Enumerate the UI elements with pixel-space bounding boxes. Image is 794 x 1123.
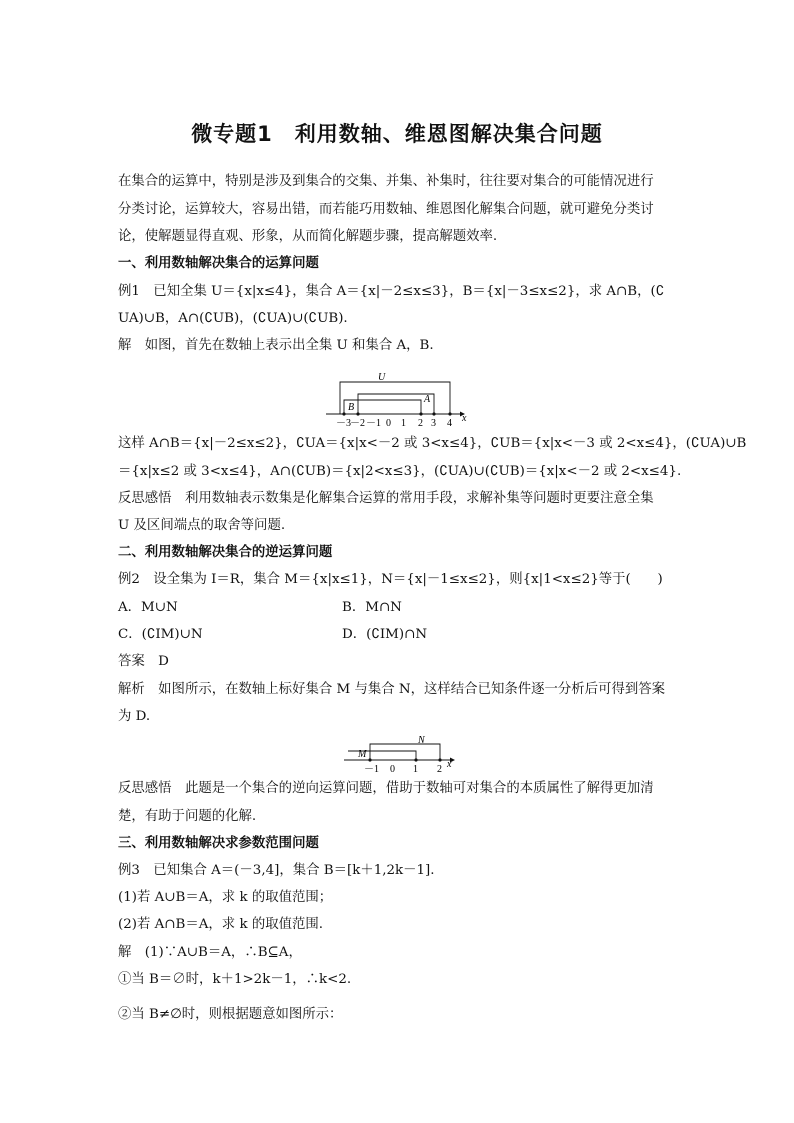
intro-line-3: 论，使解题显得直观、形象，从而简化解题步骤，提高解题效率.: [118, 229, 498, 244]
tick-label: 3: [431, 418, 436, 428]
number-line-figure-2: [340, 733, 460, 775]
option-a: A．M∪N: [118, 600, 178, 615]
analysis-line-2: 为 D.: [118, 709, 151, 724]
example-3-part-1: (1)若 A∪B＝A，求 k 的取值范围；: [118, 890, 333, 905]
solution-1-line: 解 如图，首先在数轴上表示出全集 U 和集合 A，B.: [118, 338, 434, 353]
section-heading-3: 三、利用数轴解决求参数范围问题: [118, 836, 319, 851]
tick-label: 0: [386, 418, 391, 428]
set-b-label: B: [348, 402, 355, 413]
set-a-label: A: [424, 394, 431, 405]
section-heading-2: 二、利用数轴解决集合的逆运算问题: [118, 545, 333, 560]
intro-line-2: 分类讨论，运算较大，容易出错，而若能巧用数轴、维恩图化解集合问题，就可避免分类讨: [118, 202, 654, 217]
set-n-label: N: [418, 735, 425, 746]
example-1-line-2: UA)∪B，A∩(∁UB)，(∁UA)∪(∁UB).: [118, 311, 348, 326]
option-c: C．(∁IM)∪N: [118, 627, 203, 642]
set-u-label: U: [378, 372, 386, 383]
tick-label: 2: [437, 764, 442, 775]
example-3-part-2: (2)若 A∩B＝A，求 k 的取值范围.: [118, 917, 324, 932]
solution-3-line-1: 解 (1)∵A∪B＝A，∴B⊆A，: [118, 945, 302, 960]
solution-1-result-line-1: 这样 A∩B＝{x|－2≤x≤2}，∁UA＝{x|x<－2 或 3<x≤4}，∁UB＝{x|x<－3 或 2<x≤4}，(∁UA)∪B: [118, 436, 747, 451]
axis-variable-label: x: [462, 413, 467, 424]
reflection-1-line-1: 反思感悟 利用数轴表示数集是化解集合运算的常用手段，求解补集等问题时更要注意全集: [118, 491, 654, 506]
analysis-line-1: 解析 如图所示，在数轴上标好集合 M 与集合 N，这样结合已知条件逐一分析后可得到答案: [118, 682, 666, 697]
set-m-label: M: [358, 749, 367, 760]
solution-1-result-line-2: ＝{x|x≤2 或 3<x≤4}，A∩(∁UB)＝{x|2<x≤3}，(∁UA)∪(∁UB)＝{x|x<－2 或 2<x≤4}.: [118, 464, 682, 479]
solution-3-line-2: ①当 B＝∅时，k＋1>2k－1，∴k<2.: [118, 972, 352, 987]
tick-label: －3: [336, 418, 351, 428]
page-title: 微专题1 利用数轴、维恩图解决集合问题: [191, 122, 603, 146]
answer-line: 答案 D: [118, 654, 169, 669]
option-b: B．M∩N: [342, 600, 402, 615]
number-line-figure-1: [322, 370, 472, 428]
tick-label: 4: [447, 418, 452, 428]
reflection-2-line-2: 楚，有助于问题的化解.: [118, 809, 257, 824]
section-heading-1: 一、利用数轴解决集合的运算问题: [118, 256, 319, 271]
reflection-2-line-1: 反思感悟 此题是一个集合的逆向运算问题，借助于数轴可对集合的本质属性了解得更加清: [118, 781, 654, 796]
tick-label: 2: [418, 418, 423, 428]
tick-label: 1: [401, 418, 406, 428]
reflection-1-line-2: U 及区间端点的取舍等问题.: [118, 518, 286, 533]
option-d: D．(∁IM)∩N: [342, 627, 428, 642]
example-2-line: 例2 设全集为 I＝R，集合 M＝{x|x≤1}，N＝{x|－1≤x≤2}，则{x|1<x≤2}等于( ): [118, 572, 663, 587]
tick-label: 1: [413, 764, 418, 775]
tick-label: －1: [364, 764, 379, 775]
axis-variable-label: x: [447, 759, 452, 770]
tick-label: －1: [366, 418, 381, 428]
example-3-line: 例3 已知集合 A＝(－3,4]，集合 B＝[k＋1,2k－1].: [118, 863, 435, 878]
intro-line-1: 在集合的运算中，特别是涉及到集合的交集、并集、补集时，往往要对集合的可能情况进行: [118, 174, 654, 189]
solution-3-line-3: ②当 B≠∅时，则根据题意如图所示：: [118, 1007, 343, 1022]
example-1-line-1: 例1 已知全集 U＝{x|x≤4}，集合 A＝{x|－2≤x≤3}，B＝{x|－3≤x≤2}，求 A∩B，(∁: [118, 284, 665, 299]
tick-label: 0: [390, 764, 395, 775]
tick-label: －2: [350, 418, 365, 428]
